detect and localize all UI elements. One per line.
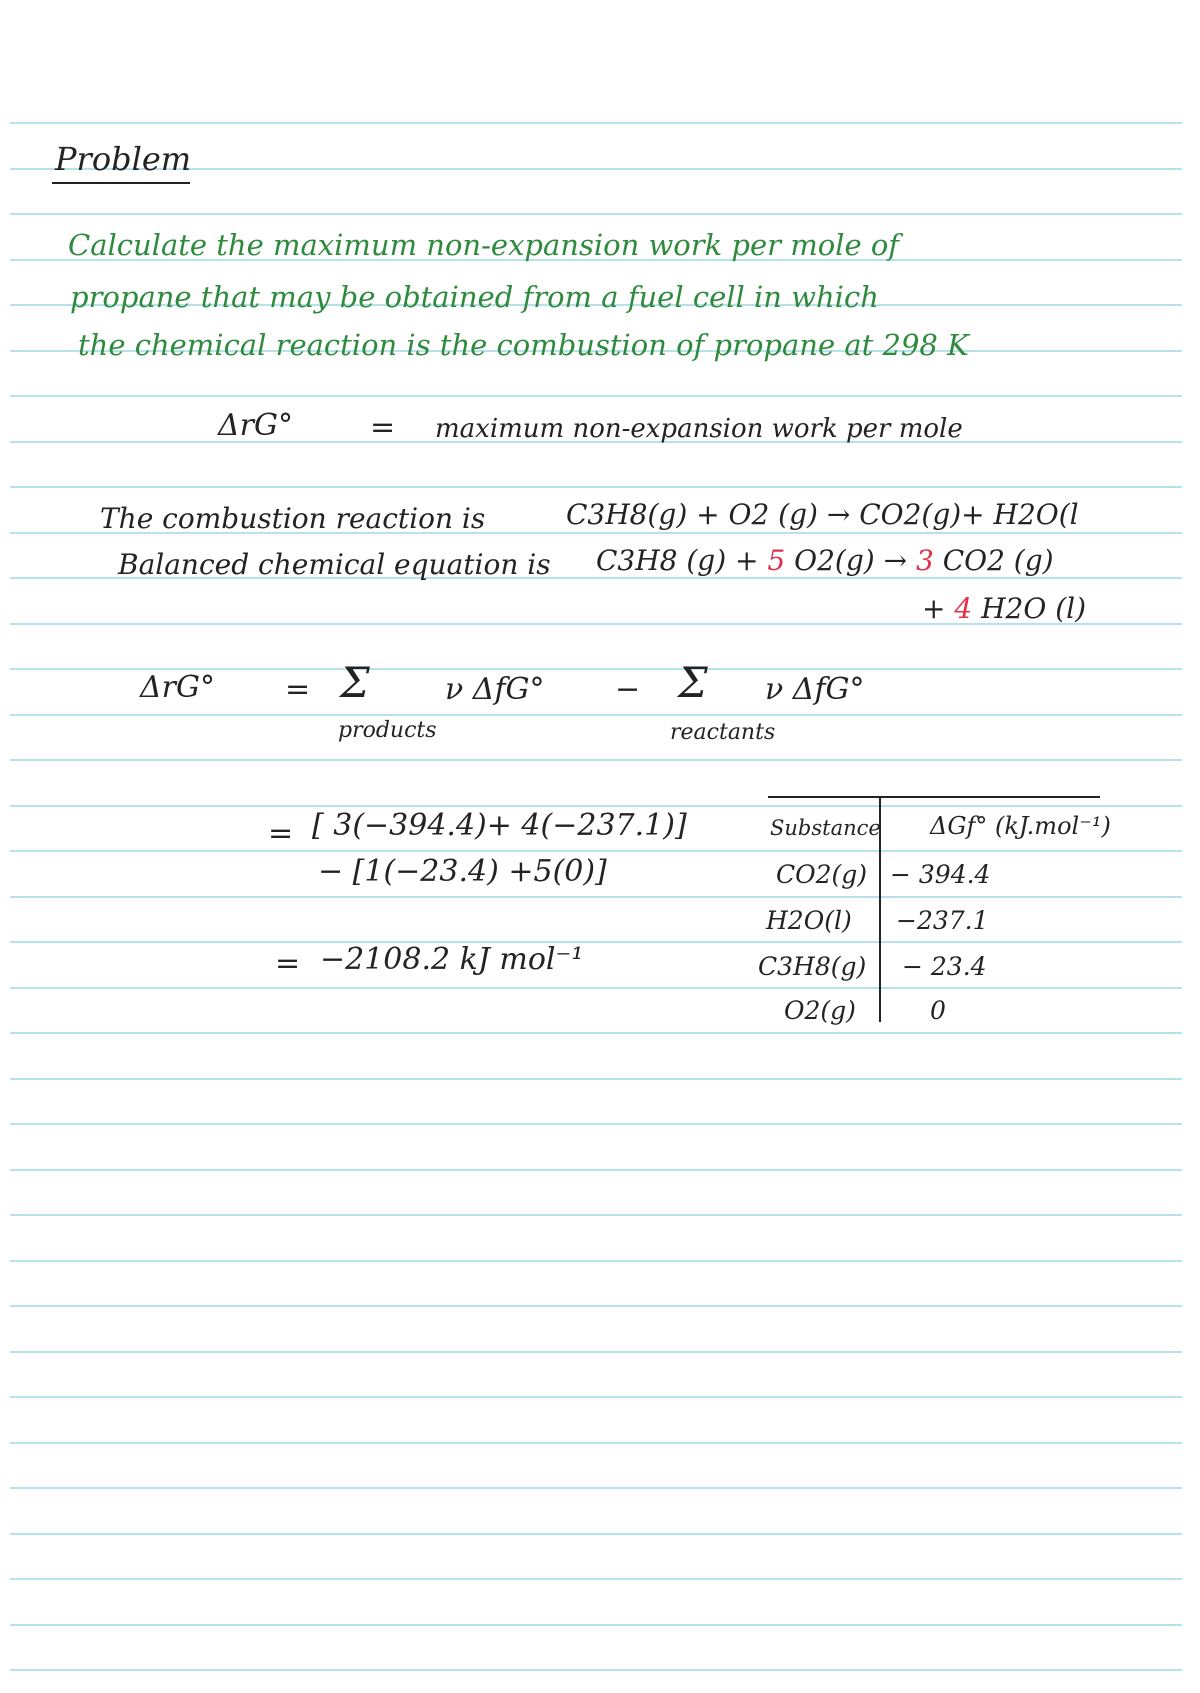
calc-line-2: − [1(−23.4) +5(0)] — [318, 854, 607, 889]
formula-lhs: ΔrG° — [140, 670, 215, 705]
coefficient-o2: 5 — [767, 544, 786, 577]
reactants-label: reactants — [670, 720, 776, 745]
balanced-label: Balanced chemical equation is — [118, 548, 551, 581]
problem-line-3: the chemical reaction is the combustion of propane at 298 K — [78, 328, 969, 362]
coefficient-co2: 3 — [915, 544, 934, 577]
ruled-line — [10, 714, 1182, 716]
table-cell-value: 0 — [930, 996, 946, 1025]
balanced-eq-start: C3H8 (g) + — [596, 544, 759, 577]
table-cell-substance: C3H8(g) — [758, 952, 867, 981]
table-header-delta-gf: ΔGf° (kJ.mol⁻¹) — [930, 812, 1111, 840]
definition-equals: = — [370, 410, 396, 445]
ruled-line — [10, 805, 1182, 807]
combustion-equation: C3H8(g) + O2 (g) → CO2(g)+ H2O(l — [566, 498, 1079, 531]
ruled-line — [10, 1305, 1182, 1307]
problem-line-1: Calculate the maximum non-expansion work per mole of — [68, 228, 900, 262]
formula-product-term: ν ΔfG° — [445, 672, 545, 707]
combustion-label: The combustion reaction is — [100, 502, 486, 535]
ruled-line — [10, 1260, 1182, 1262]
calc-equals-3: = — [275, 946, 301, 981]
ruled-line — [10, 1169, 1182, 1171]
ruled-line — [10, 987, 1182, 989]
problem-line-2: propane that may be obtained from a fuel cell in which — [70, 280, 879, 314]
title-underline — [52, 182, 190, 184]
table-cell-value: − 394.4 — [890, 860, 991, 889]
ruled-line — [10, 1078, 1182, 1080]
table-cell-substance: H2O(l) — [766, 906, 852, 935]
ruled-line — [10, 122, 1182, 124]
table-top-line — [768, 796, 1100, 798]
balanced-eq-mid: O2(g) → — [794, 544, 908, 577]
balanced-equation-continued — [922, 592, 1086, 625]
ruled-line — [10, 1578, 1182, 1580]
ruled-line — [10, 1487, 1182, 1489]
balanced-equation — [596, 544, 1054, 577]
ruled-line — [10, 1624, 1182, 1626]
calc-line-1: [ 3(−394.4)+ 4(−237.1)] — [312, 808, 687, 843]
formula-equals: = — [285, 672, 311, 707]
ruled-line — [10, 486, 1182, 488]
sum-symbol-products: Σ — [340, 658, 370, 707]
formula-reactant-term: ν ΔfG° — [765, 672, 865, 707]
ruled-line — [10, 1214, 1182, 1216]
definition-lhs: ΔrG° — [218, 408, 293, 443]
calc-result: −2108.2 kJ mol⁻¹ — [320, 942, 584, 977]
table-cell-value: −237.1 — [896, 906, 989, 935]
ruled-line — [10, 759, 1182, 761]
ruled-line — [10, 1669, 1182, 1671]
ruled-line — [10, 213, 1182, 215]
ruled-line — [10, 1032, 1182, 1034]
products-label: products — [338, 718, 437, 743]
ruled-line — [10, 1351, 1182, 1353]
table-cell-value: − 23.4 — [902, 952, 987, 981]
page-title: Problem — [55, 140, 192, 178]
water-term: H2O (l) — [981, 592, 1086, 625]
coefficient-h2o: 4 — [954, 592, 973, 625]
ruled-line — [10, 850, 1182, 852]
ruled-line — [10, 1533, 1182, 1535]
ruled-line — [10, 1396, 1182, 1398]
table-cell-substance: CO2(g) — [776, 860, 868, 889]
ruled-line — [10, 1123, 1182, 1125]
ruled-line — [10, 395, 1182, 397]
table-header-substance: Substance — [770, 816, 881, 840]
definition-rhs: maximum non-expansion work per mole — [435, 414, 963, 444]
calc-equals-1: = — [268, 816, 294, 851]
plus-sign: + — [922, 592, 946, 625]
ruled-line — [10, 896, 1182, 898]
ruled-line — [10, 1442, 1182, 1444]
sum-symbol-reactants: Σ — [678, 658, 708, 707]
balanced-eq-end: CO2 (g) — [942, 544, 1054, 577]
table-cell-substance: O2(g) — [784, 996, 856, 1025]
formula-minus: − — [615, 672, 641, 707]
ruled-line — [10, 941, 1182, 943]
